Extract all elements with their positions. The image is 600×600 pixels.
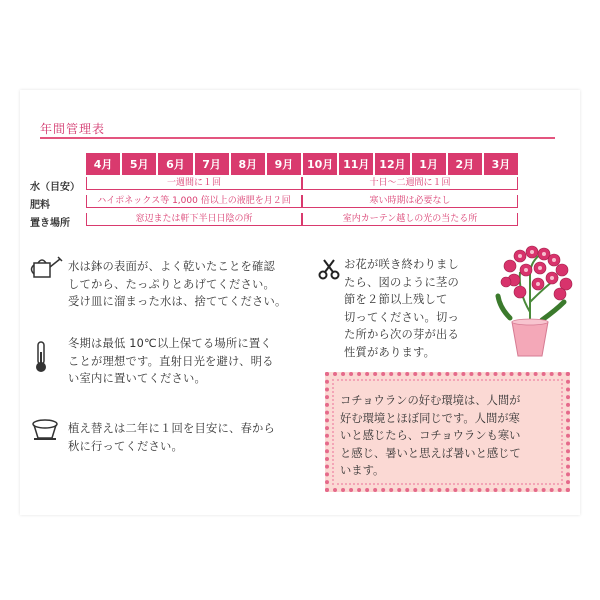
- month-header: [86, 153, 518, 175]
- tip-line: た所から次の芽が出る: [344, 328, 459, 341]
- month-cell: 4月: [86, 153, 122, 175]
- month-cell: 6月: [158, 153, 194, 175]
- tip-line: してから、たっぷりとあげてください。: [68, 277, 275, 291]
- month-cell: 7月: [195, 153, 231, 175]
- note-line: 好む環境とほぼ同じです。人間が寒: [340, 411, 520, 425]
- month-cell: 2月: [448, 153, 484, 175]
- note-line: と感じ、暑いと思えば暑いと感じて: [340, 446, 521, 460]
- water-tip: [68, 258, 286, 311]
- watering-can-icon: [30, 255, 64, 281]
- row-label-water: 水（目安）: [30, 182, 80, 193]
- thermometer-icon: [33, 340, 49, 374]
- tip-line: ことが理想です。直射日光を避け、明る: [68, 354, 274, 368]
- row-label-fertilizer: 肥料: [30, 200, 50, 211]
- month-cell: 1月: [412, 153, 448, 175]
- tip-line: 受け皿に溜まった水は、捨ててください。: [68, 295, 287, 308]
- temperature-tip: [68, 335, 274, 388]
- schedule-bar: 窓辺または軒下半日日陰の所: [86, 213, 302, 226]
- month-cell: 9月: [267, 153, 303, 175]
- tip-line: お花が咲き終わりまし: [344, 258, 459, 271]
- schedule-bar: 一週間に１回: [86, 177, 302, 190]
- schedule-bar: 寒い時期は必要なし: [302, 195, 518, 208]
- tip-line: 水は鉢の表面が、よく乾いたことを確認: [68, 260, 275, 273]
- schedule-bar: ハイポネックス等 1,000 倍以上の液肥を月２回: [86, 195, 302, 208]
- title-rule: [40, 137, 555, 139]
- schedule-bar: 室内カーテン越しの光の当たる所: [302, 213, 518, 226]
- tip-line: 切ってください。切っ: [344, 310, 459, 324]
- month-cell: 10月: [303, 153, 339, 175]
- tip-line: 冬期は最低 10℃以上保てる場所に置く: [68, 337, 272, 350]
- month-cell: 11月: [339, 153, 375, 175]
- note-line: いと感じたら、コチョウランも寒い: [340, 429, 521, 442]
- note-text: [340, 392, 560, 480]
- flower-pot-icon: [30, 418, 60, 444]
- tip-line: い室内に置いてください。: [68, 372, 206, 385]
- tip-line: たら、図のように茎の: [344, 275, 459, 289]
- month-cell: 12月: [375, 153, 411, 175]
- month-cell: 3月: [484, 153, 518, 175]
- note-line: コチョウランの好む環境は、人間が: [340, 394, 521, 407]
- schedule-bar: 十日〜二週間に１回: [302, 177, 518, 190]
- row-label-location: 置き場所: [30, 218, 70, 229]
- tip-line: 植え替えは二年に１回を目安に、春から: [68, 422, 275, 435]
- month-cell: 8月: [231, 153, 267, 175]
- repot-tip: [68, 420, 275, 455]
- tip-line: 節を２節以上残して: [344, 293, 448, 306]
- tip-line: 性質があります。: [344, 345, 436, 359]
- table-title: 年間管理表: [40, 122, 106, 136]
- orchid-illustration: [480, 232, 580, 362]
- note-line: います。: [340, 464, 385, 477]
- scissors-icon: [318, 258, 340, 280]
- tip-line: 秋に行ってください。: [68, 439, 183, 453]
- month-cell: 5月: [122, 153, 158, 175]
- cut-tip: [344, 256, 459, 361]
